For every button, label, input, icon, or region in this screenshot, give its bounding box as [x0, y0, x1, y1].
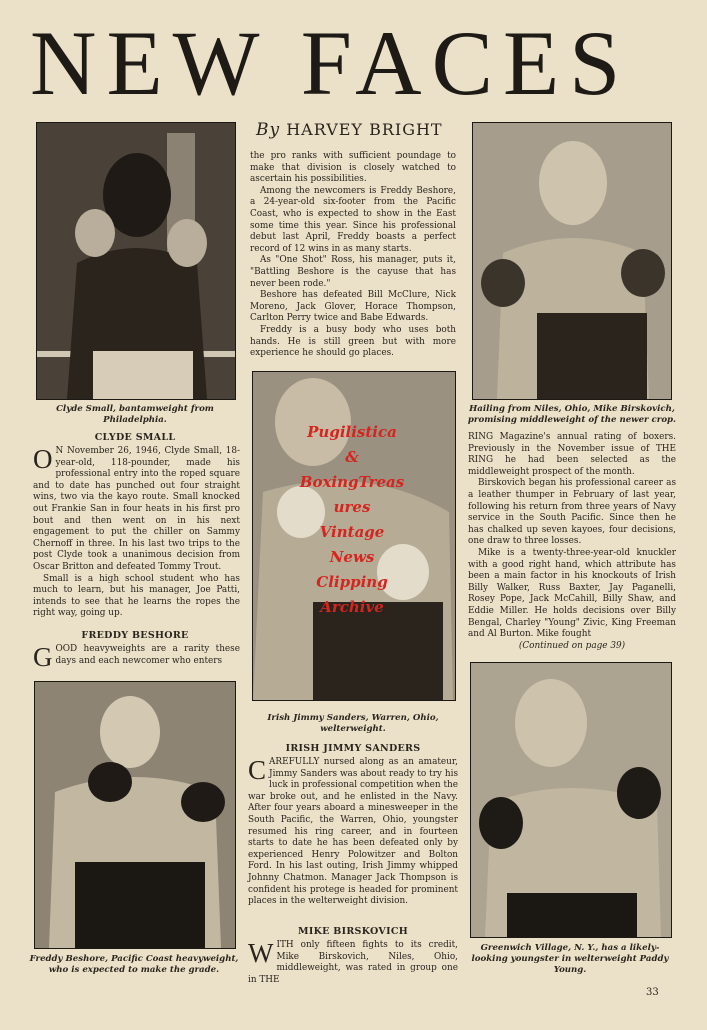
middle-paragraph-3: As "One Shot" Ross, his manager, puts it, "Battling Beshore is the cayuse that has never been rode.": [250, 255, 456, 289]
beshore-paragraph-1: OOD heavyweights are a rarity these days and each newcomer who enters: [55, 644, 240, 666]
dropcap-c: C: [248, 755, 267, 785]
watermark-line: BoxingTreas: [299, 473, 405, 491]
freddy-beshore-heading: FREDDY BESHORE: [81, 630, 189, 641]
mike-birskovich-continued: [468, 432, 676, 654]
middle-paragraph-5: Freddy is a busy body who uses both hands. He is still green but with more experience he should go places.: [250, 324, 456, 359]
freddy-beshore-photo: [34, 681, 236, 949]
watermark-line: News: [329, 548, 375, 566]
watermark-line: Clipping: [316, 573, 388, 591]
dropcap-w: W: [248, 938, 274, 968]
clyde-paragraph-2: Small is a high school student who has much to learn, but his manager, Joe Patti, intends to see that he learns the ropes the right way, going up.: [33, 573, 240, 619]
clyde-small-photo: [36, 122, 236, 400]
page-number: 33: [646, 987, 659, 998]
clyde-paragraph-1: N November 26, 1946, Clyde Small, 18-year-old, 118-pounder, made his professional entry into the roped square and to date has punched out four straight wins, two via the kayo route. Small knocked out Frankie San in four heats in his first pro bout and then went on in his next engagement to put the chiller on Sammy Chernoff in three. In his last two trips to the post Clyde took a unanimous decision from Oscar Britton and defeated Tommy Trout.: [33, 446, 240, 572]
right-paragraph-2: Birskovich began his professional career as a leather thumper in February of last year, following his return from three years of Navy service in the South Pacific. Since then he has chalked up seven kayoes, four decisions, one draw to three losses.: [468, 478, 676, 547]
watermark-line: Pugilistica: [307, 423, 397, 441]
headline: NEW FACES: [30, 12, 631, 114]
jimmy-sanders-caption: Irish Jimmy Sanders, Warren, Ohio, welterweight.: [267, 713, 439, 734]
dropcap-o: O: [33, 444, 53, 474]
freddy-beshore-article: [33, 644, 240, 670]
dropcap-g: G: [33, 642, 53, 672]
clyde-small-heading: CLYDE SMALL: [94, 432, 176, 443]
watermark-line: Archive: [320, 598, 384, 616]
mike-birskovich-article: [248, 938, 458, 985]
archive-watermark: [288, 420, 416, 620]
right-paragraph-3: Mike is a twenty-three-year-old knuckler with a good right hand, which attribute has been a main factor in his knockouts of Irish Billy Walker, Russ Baxter, Jay Paganelli, Rosey Pope, Jack McCahill, Billy Shaw, and Eddie Miller. He holds decisions over Billy Bengal, Charley "Young" Zivic, King Freeman and Al Burton. Mike fought: [468, 547, 676, 640]
watermark-line: Vintage: [319, 523, 385, 541]
byline-author: HARVEY BRIGHT: [286, 120, 443, 139]
mike-birskovich-heading: MIKE BIRSKOVICH: [298, 926, 408, 937]
right-paragraph-1: RING Magazine's annual rating of boxers. Previously in the November issue of THE RING he had been selected as the middleweight prospect of the month.: [468, 432, 676, 477]
paddy-young-caption: Greenwich Village, N. Y., has a likely-looking youngster in welterweight Paddy Young.: [471, 943, 669, 975]
byline: [256, 120, 466, 142]
watermark-line: ures: [333, 498, 371, 516]
mike-birskovich-caption: Hailing from Niles, Ohio, Mike Birskovich, promising middleweight of the newer crop.: [467, 404, 677, 425]
middle-paragraph-1: the pro ranks with sufficient poundage to make that division is closely watched to ascertain his possibilities.: [250, 151, 456, 185]
middle-paragraph-4: Beshore has defeated Bill McClure, Nick Moreno, Jack Glover, Horace Thompson, Carlton Perry twice and Babe Edwards.: [250, 290, 456, 324]
middle-paragraph-2: Among the newcomers is Freddy Beshore, a 24-year-old six-footer from the Pacific Coast, who is expected to show in the East some time this year. Since his professional debut last April, Freddy boasts a perfect record of 12 wins in as many starts.: [250, 185, 456, 254]
jimmy-sanders-article: [248, 757, 458, 917]
continued-note: (Continued on page 39): [518, 640, 626, 651]
freddy-beshore-continued: [250, 151, 456, 361]
clyde-small-caption: Clyde Small, bantamweight from Philadelphia.: [56, 404, 214, 425]
mike-birskovich-photo: [472, 122, 672, 400]
birskovich-paragraph-1: ITH only fifteen fights to its credit, Mike Birskovich, Niles, Ohio, middleweight, was rated in group one in THE: [248, 940, 458, 985]
byline-prefix: By: [256, 120, 281, 140]
paddy-young-photo: [470, 662, 672, 938]
jimmy-sanders-heading: IRISH JIMMY SANDERS: [285, 743, 421, 754]
sanders-paragraph-1: AREFULLY nursed along as an amateur, Jimmy Sanders was about ready to try his luck in professional competition when the war broke out, and he enlisted in the Navy. After four years aboard a minesweeper in the South Pacific, the Warren, Ohio, youngster resumed his ring career, and in fourteen starts to date he has been defeated only by experienced Henry Polowitzer and Bolton Ford. In his last outing, Irish Jimmy whipped Johnny Chatmon. Manager Jack Thompson is confident his protege is headed for prominent places in the welterweight division.: [248, 757, 458, 907]
freddy-beshore-caption: Freddy Beshore, Pacific Coast heavyweight, who is expected to make the grade.: [29, 954, 239, 975]
watermark-line: &: [345, 448, 359, 466]
clyde-small-article: [33, 446, 240, 626]
